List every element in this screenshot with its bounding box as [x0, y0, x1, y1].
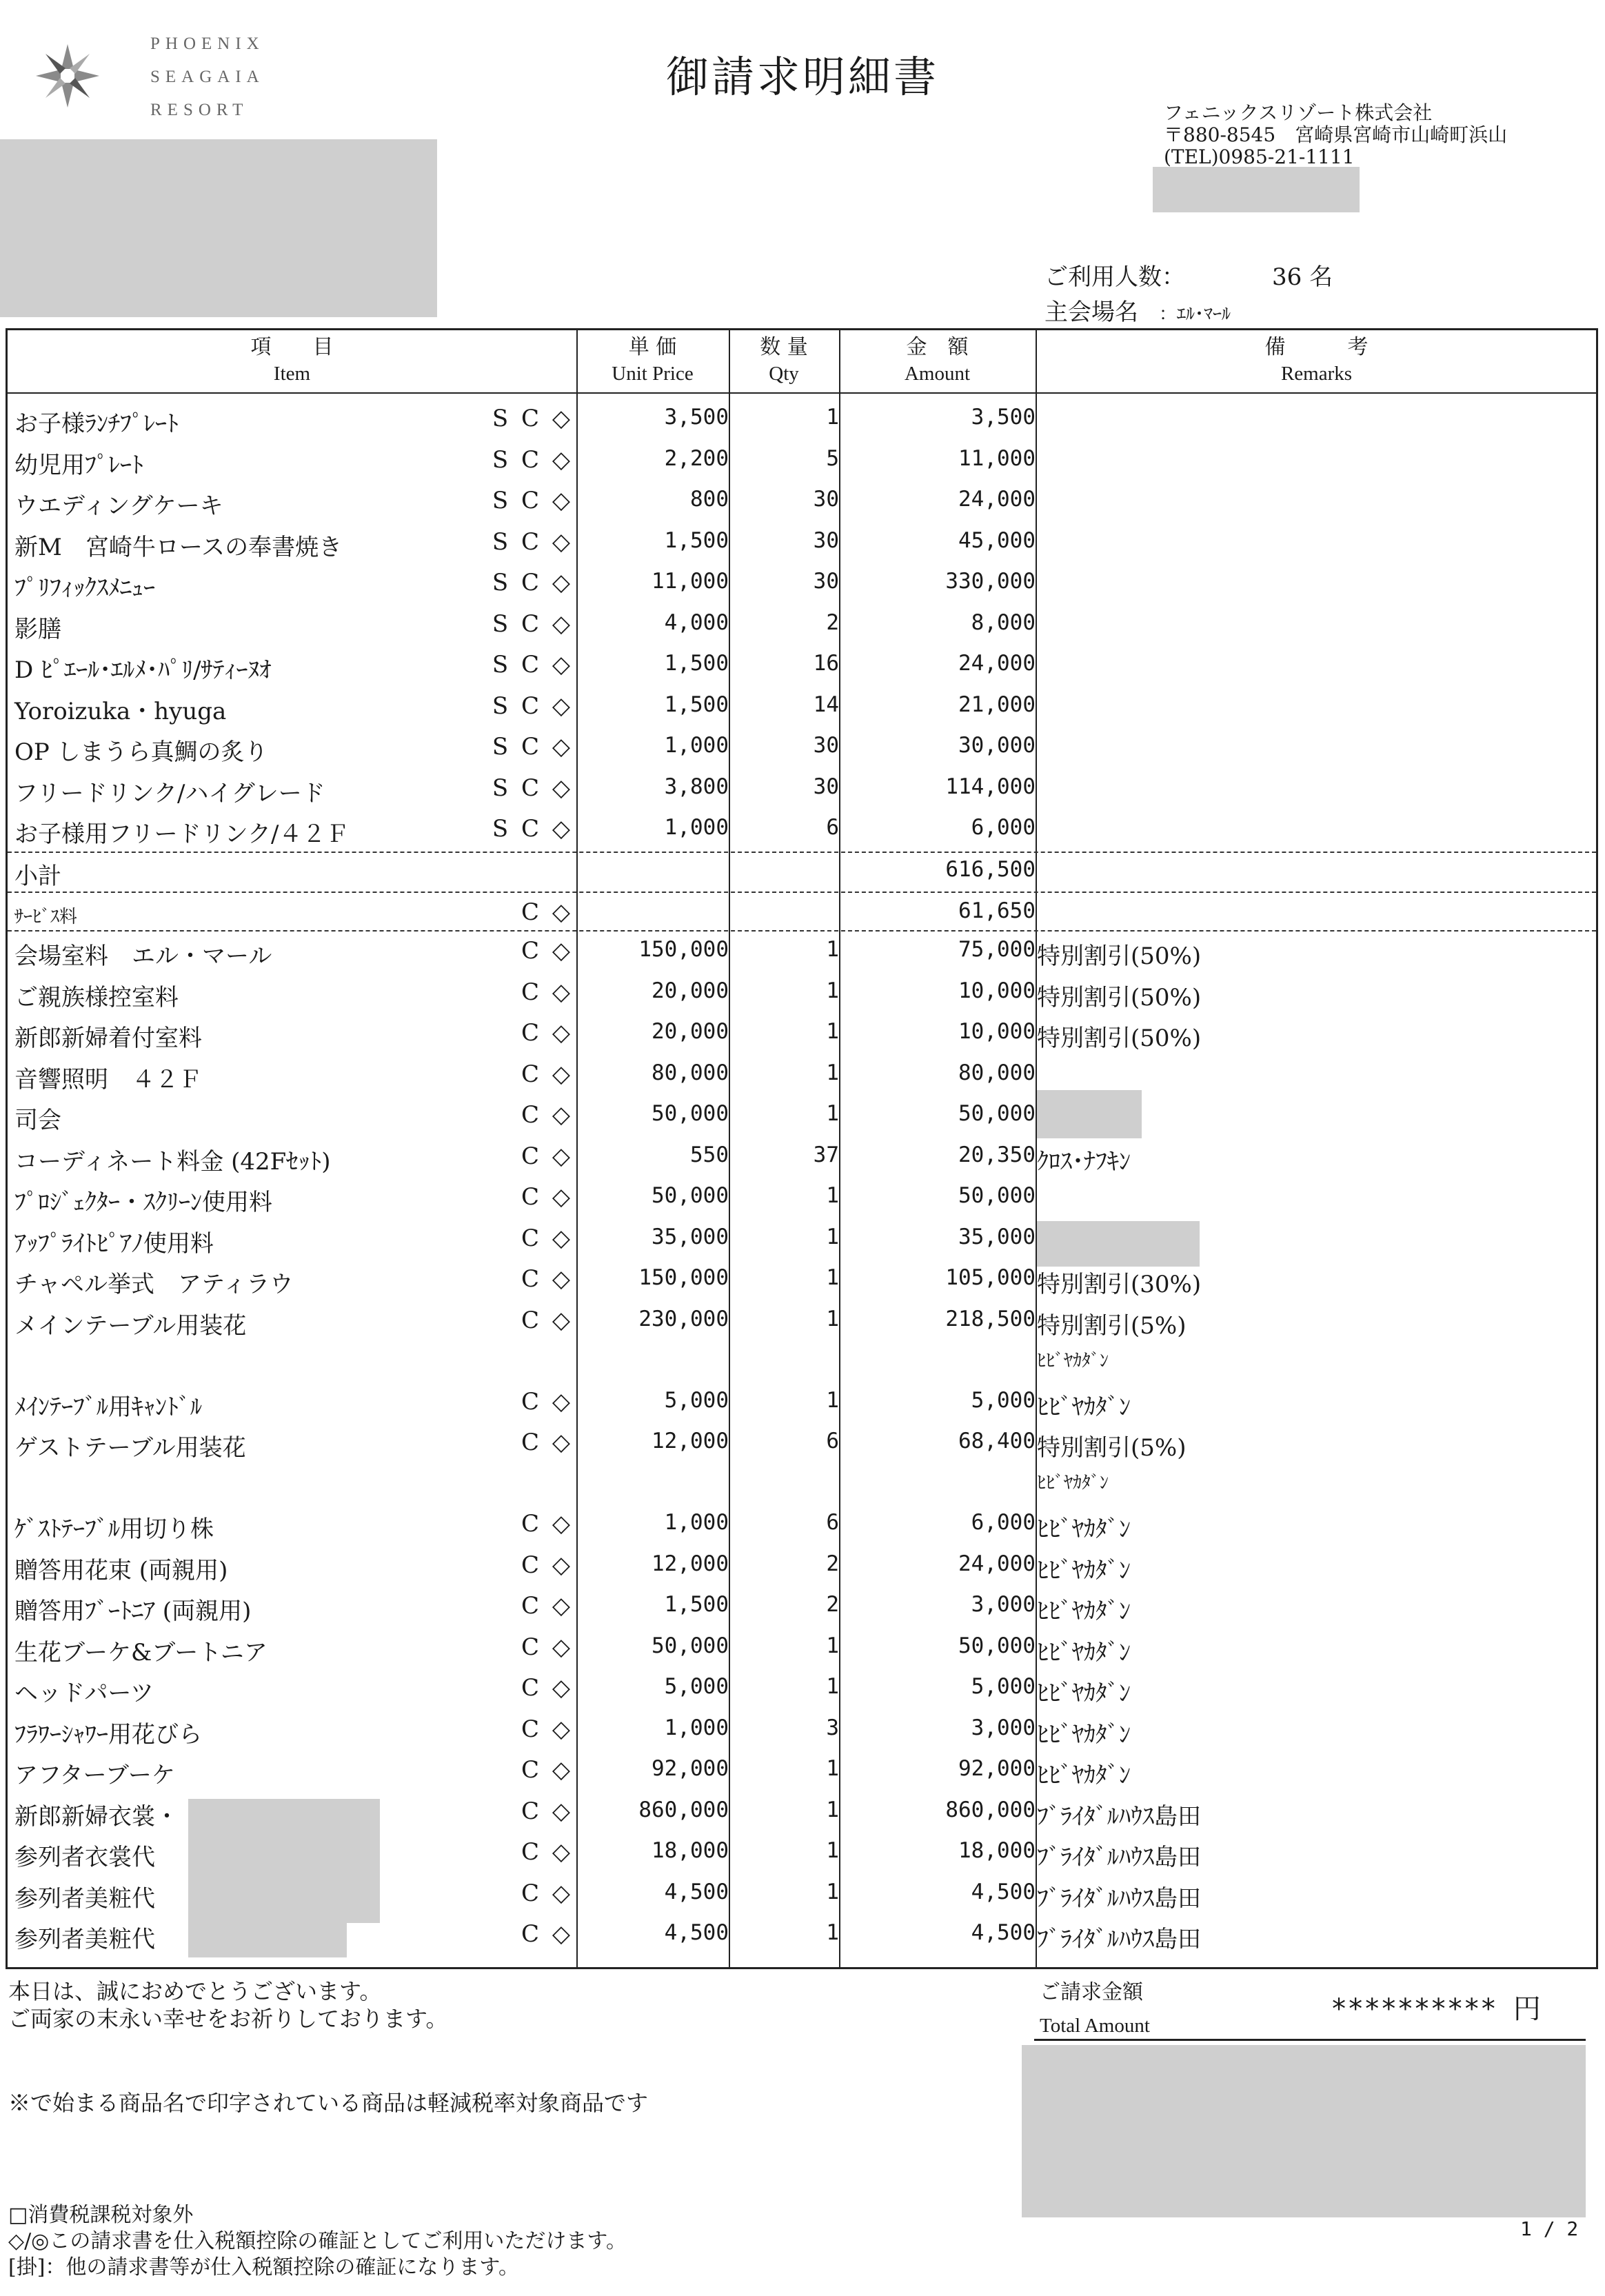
- tax-code: C ◇: [521, 1633, 573, 1661]
- unit-price: 1,000: [664, 1715, 729, 1740]
- item-name: ﾒｲﾝﾃｰﾌﾞﾙ用ｷｬﾝﾄﾞﾙ: [14, 1393, 202, 1421]
- company-address: 〒880-8545 宮崎県宮崎市山崎町浜山: [1164, 123, 1508, 146]
- item-name: コーディネート料金 (42Fｾｯﾄ): [14, 1147, 331, 1176]
- logo-line-resort: RESORT: [150, 101, 249, 119]
- header-item-en: Item: [273, 363, 311, 385]
- quantity: 1: [826, 1756, 839, 1781]
- unit-price: 150,000: [638, 1265, 729, 1290]
- quantity: 6: [826, 1510, 839, 1535]
- tax-code: C ◇: [521, 1224, 573, 1252]
- unit-price: 50,000: [652, 1101, 729, 1126]
- header-remarks-en: Remarks: [1280, 363, 1353, 385]
- quantity: 1: [826, 1060, 839, 1085]
- amount: 5,000: [971, 1674, 1036, 1699]
- table-row: [8, 399, 1596, 441]
- item-name: ヘッドパーツ: [14, 1680, 154, 1707]
- remarks: ﾌﾞﾗｲﾀﾞﾙﾊｳｽ島田: [1037, 1802, 1201, 1831]
- table-row: [8, 1587, 1596, 1628]
- item-name: D ﾋﾟｴｰﾙ･ｴﾙﾒ･ﾊﾟﾘ/ｻﾃｨｰﾇｵ: [14, 656, 272, 684]
- legend-line-1: □消費税課税対象外: [8, 2203, 194, 2227]
- table-row: [8, 1014, 1596, 1055]
- tax-code: C ◇: [521, 1838, 573, 1866]
- unit-price: 11,000: [652, 569, 729, 594]
- quantity: 2: [826, 610, 839, 635]
- quantity: 1: [826, 1183, 839, 1208]
- remarks: 特別割引(50%): [1037, 983, 1202, 1011]
- remarks: 特別割引(5%): [1037, 1311, 1187, 1340]
- header-remarks-jp: 備 考: [1264, 335, 1369, 359]
- subtotal-amount: 616,500: [945, 857, 1036, 882]
- quantity: 1: [826, 1838, 839, 1863]
- header-divider: [8, 392, 1596, 394]
- table-row: [8, 973, 1596, 1014]
- tax-code: C ◇: [521, 1101, 573, 1129]
- tax-code: C ◇: [521, 1060, 573, 1088]
- unit-price: 5,000: [664, 1674, 729, 1699]
- unit-price: 1,500: [664, 527, 729, 553]
- quantity: 16: [813, 651, 839, 676]
- company-info: [1164, 102, 1507, 168]
- amount: 24,000: [958, 487, 1036, 512]
- table-row: [8, 769, 1596, 810]
- amount: 80,000: [958, 1060, 1036, 1085]
- item-name: Yoroizuka・hyuga: [14, 697, 227, 725]
- tax-code: S C ◇: [492, 733, 573, 761]
- redacted-item-names: [188, 1923, 347, 1957]
- table-row: [8, 481, 1596, 523]
- remarks-second-line: ﾋﾋﾞﾔｶﾀﾞﾝ: [1037, 1350, 1109, 1371]
- quantity: 6: [826, 1429, 839, 1453]
- tax-code: S C ◇: [492, 651, 573, 678]
- item-name: 参列者衣裳代: [14, 1844, 155, 1871]
- item-name: アフターブーケ: [14, 1762, 175, 1789]
- subtotal-row: [8, 852, 1596, 893]
- tax-code: C ◇: [521, 1183, 573, 1211]
- item-name: 新郎新婦着付室料: [14, 1025, 202, 1052]
- item-name: 贈答用ﾌﾞｰﾄﾆｱ (両親用): [14, 1598, 252, 1625]
- item-name: ゲストテーブル用装花: [14, 1434, 246, 1462]
- amount: 92,000: [958, 1756, 1036, 1781]
- total-label-en: Total Amount: [1040, 2015, 1150, 2037]
- total-label-jp: ご請求金額: [1040, 1980, 1143, 2004]
- amount: 105,000: [945, 1265, 1036, 1290]
- tax-code: S C ◇: [492, 487, 573, 514]
- unit-price: 1,000: [664, 815, 729, 840]
- table-row: [8, 687, 1596, 728]
- unit-price: 5,000: [664, 1387, 729, 1413]
- quantity: 5: [826, 445, 839, 471]
- tax-code: C ◇: [521, 1715, 573, 1743]
- item-name: 音響照明 ４２Ｆ: [14, 1065, 202, 1094]
- tax-code: C ◇: [521, 978, 573, 1006]
- amount: 4,500: [971, 1879, 1036, 1904]
- unit-price: 2,200: [664, 445, 729, 471]
- header-amount-en: Amount: [904, 363, 971, 385]
- amount: 114,000: [945, 774, 1036, 799]
- amount: 8,000: [971, 610, 1036, 635]
- tax-code: S C ◇: [492, 445, 573, 474]
- item-name: ﾌﾗﾜｰｼｬﾜｰ用花びら: [14, 1720, 202, 1749]
- header-qty-jp: 数 量: [760, 335, 808, 359]
- document-title: 御請求明細書: [665, 52, 939, 102]
- item-name: 幼児用ﾌﾟﾚｰﾄ: [14, 451, 143, 479]
- table-row: [8, 563, 1596, 605]
- guest-count: [1044, 258, 1333, 292]
- quantity: 1: [826, 1101, 839, 1126]
- item-name: お子様ﾗﾝﾁﾌﾟﾚｰﾄ: [14, 410, 179, 438]
- item-name: ご親族様控室料: [14, 983, 179, 1011]
- redacted-stamp-area: [1022, 2045, 1586, 2217]
- quantity: 30: [813, 774, 839, 799]
- amount: 218,500: [945, 1306, 1036, 1331]
- service-amount: 61,650: [958, 898, 1036, 923]
- quantity: 1: [826, 1633, 839, 1658]
- amount: 24,000: [958, 651, 1036, 676]
- table-row: [8, 1137, 1596, 1178]
- item-name: 影膳: [14, 615, 61, 643]
- quantity: 30: [813, 733, 839, 758]
- tax-note: ※で始まる商品名で印字されている商品は軽減税率対象商品です: [8, 2090, 649, 2116]
- legend-line-3: [掛]：他の請求書等が仕入税額控除の確証になります。: [8, 2255, 520, 2279]
- unit-price: 20,000: [652, 1019, 729, 1044]
- amount: 50,000: [958, 1183, 1036, 1208]
- item-name: 参列者美粧代: [14, 1884, 155, 1913]
- tax-code: C ◇: [521, 1920, 573, 1948]
- quantity: 1: [826, 1265, 839, 1290]
- service-code: C ◇: [521, 898, 573, 926]
- quantity: 1: [826, 1387, 839, 1413]
- table-row: [8, 1219, 1596, 1260]
- greeting-line-1: 本日は、誠におめでとうございます。: [8, 1978, 382, 2004]
- quantity: 2: [826, 1551, 839, 1576]
- remarks: ﾋﾋﾞﾔｶﾀﾞﾝ: [1037, 1720, 1131, 1749]
- item-name: ウエディングケーキ: [14, 492, 223, 520]
- item-name: ﾌﾟﾘﾌｨｯｸｽﾒﾆｭｰ: [14, 574, 155, 602]
- item-name: 参列者美粧代: [14, 1926, 155, 1953]
- unit-price: 860,000: [638, 1797, 729, 1822]
- remarks: ﾋﾋﾞﾔｶﾀﾞﾝ: [1037, 1638, 1131, 1666]
- total-amount-label: [1040, 1976, 1150, 2042]
- guest-count-label: ご利用人数：: [1044, 263, 1185, 291]
- unit-price: 92,000: [652, 1756, 729, 1781]
- tax-code: C ◇: [521, 1142, 573, 1170]
- table-row: [8, 1546, 1596, 1587]
- logo-line-phoenix: PHOENIX: [150, 34, 265, 53]
- total-amount-value: ********** 円: [1331, 1993, 1541, 2025]
- unit-price: 1,500: [664, 1592, 729, 1617]
- unit-price: 80,000: [652, 1060, 729, 1085]
- unit-price: 4,000: [664, 610, 729, 635]
- tax-code: C ◇: [521, 937, 573, 965]
- table-row: [8, 1751, 1596, 1792]
- amount: 24,000: [958, 1551, 1036, 1576]
- quantity: 1: [826, 1879, 839, 1904]
- unit-price: 800: [690, 487, 729, 512]
- service-label: ｻｰﾋﾞｽ料: [14, 907, 78, 927]
- company-tel: (TEL)0985-21-1111: [1164, 145, 1355, 168]
- redacted-item-names: [188, 1799, 380, 1923]
- unit-price: 230,000: [638, 1306, 729, 1331]
- tax-code: C ◇: [521, 1387, 573, 1416]
- remarks: ﾋﾋﾞﾔｶﾀﾞﾝ: [1037, 1393, 1131, 1421]
- quantity: 1: [826, 1920, 839, 1945]
- unit-price: 18,000: [652, 1838, 729, 1863]
- table-row: [8, 1260, 1596, 1301]
- amount: 11,000: [958, 445, 1036, 471]
- unit-price: 1,500: [664, 692, 729, 717]
- quantity: 1: [826, 1674, 839, 1699]
- amount: 6,000: [971, 815, 1036, 840]
- table-row: [8, 523, 1596, 564]
- amount: 6,000: [971, 1510, 1036, 1535]
- table-row: [8, 727, 1596, 769]
- tax-code: C ◇: [521, 1429, 573, 1456]
- greeting-line-2: ご両家の末永い幸せをお祈りしております。: [8, 2006, 448, 2032]
- amount: 330,000: [945, 569, 1036, 594]
- quantity: 30: [813, 487, 839, 512]
- remarks: ﾌﾞﾗｲﾀﾞﾙﾊｳｽ島田: [1037, 1844, 1201, 1871]
- quantity: 6: [826, 815, 839, 840]
- quantity: 37: [813, 1142, 839, 1167]
- header-qty-en: Qty: [769, 363, 799, 385]
- quantity: 30: [813, 527, 839, 553]
- quantity: 30: [813, 569, 839, 594]
- amount: 10,000: [958, 978, 1036, 1003]
- quantity: 1: [826, 937, 839, 962]
- header-qty: [729, 330, 839, 392]
- table-row: [8, 1096, 1596, 1137]
- service-row: [8, 893, 1596, 934]
- tax-code: S C ◇: [492, 527, 573, 556]
- table-row: [8, 809, 1596, 851]
- remarks: ﾋﾋﾞﾔｶﾀﾞﾝ: [1037, 1762, 1131, 1789]
- quantity: 1: [826, 1019, 839, 1044]
- item-name: フリードリンク/ハイグレード: [14, 779, 325, 807]
- item-name: 生花ブーケ&ブートニア: [14, 1638, 268, 1666]
- unit-price: 12,000: [652, 1429, 729, 1453]
- unit-price: 1,000: [664, 1510, 729, 1535]
- greeting-message: [8, 1977, 447, 2033]
- amount: 3,000: [971, 1715, 1036, 1740]
- header-amount: [839, 330, 1036, 392]
- unit-price: 4,500: [664, 1879, 729, 1904]
- venue-label: 主会場名: [1044, 299, 1138, 326]
- quantity: 3: [826, 1715, 839, 1740]
- tax-code: C ◇: [521, 1551, 573, 1579]
- tax-code: S C ◇: [492, 774, 573, 802]
- unit-price: 1,000: [664, 733, 729, 758]
- tax-code: C ◇: [521, 1756, 573, 1784]
- amount: 3,000: [971, 1592, 1036, 1617]
- unit-price: 3,500: [664, 405, 729, 430]
- quantity: 1: [826, 1797, 839, 1822]
- total-underline: [1034, 2039, 1586, 2041]
- invoice-table: [6, 328, 1598, 1969]
- unit-price: 4,500: [664, 1920, 729, 1945]
- header-item-jp: 項 目: [250, 335, 334, 359]
- amount: 35,000: [958, 1224, 1036, 1249]
- logo-line-seagaia: SEAGAIA: [150, 68, 265, 86]
- quantity: 1: [826, 1306, 839, 1331]
- table-row: [8, 1669, 1596, 1710]
- table-row: [8, 1055, 1596, 1096]
- tax-code: S C ◇: [492, 569, 573, 596]
- header-item: [8, 330, 576, 392]
- amount: 860,000: [945, 1797, 1036, 1822]
- redacted-recipient: [0, 139, 437, 317]
- unit-price: 20,000: [652, 978, 729, 1003]
- tax-code: S C ◇: [492, 692, 573, 720]
- unit-price: 3,800: [664, 774, 729, 799]
- company-name: フェニックスリゾート株式会社: [1164, 101, 1433, 124]
- header-price: [576, 330, 729, 392]
- unit-price: 550: [690, 1142, 729, 1167]
- header-price-en: Unit Price: [612, 363, 694, 385]
- page-number: 1 / 2: [1520, 2217, 1579, 2240]
- header-remarks: [1036, 330, 1597, 392]
- remarks: ﾋﾋﾞﾔｶﾀﾞﾝ: [1037, 1598, 1131, 1625]
- legend-line-2: ◇/◎この請求書を仕入税額控除の確証としてご利用いただけます。: [8, 2229, 627, 2253]
- item-name: メインテーブル用装花: [14, 1311, 247, 1340]
- tax-code: C ◇: [521, 1879, 573, 1907]
- amount: 45,000: [958, 527, 1036, 553]
- item-name: ｱｯﾌﾟﾗｲﾄﾋﾟｱﾉ使用料: [14, 1229, 214, 1258]
- venue: [1044, 293, 1231, 327]
- unit-price: 12,000: [652, 1551, 729, 1576]
- unit-price: 1,500: [664, 651, 729, 676]
- amount: 50,000: [958, 1633, 1036, 1658]
- tax-code: C ◇: [521, 1674, 573, 1702]
- unit-price: 50,000: [652, 1633, 729, 1658]
- item-name: 会場室料 エル・マール: [14, 943, 272, 970]
- table-row: [8, 605, 1596, 646]
- item-name: 新M 宮崎牛ロースの奉書焼き: [14, 533, 343, 561]
- item-name: 新郎新婦衣裳・: [14, 1802, 179, 1831]
- amount: 18,000: [958, 1838, 1036, 1863]
- item-name: ｹﾞｽﾄﾃｰﾌﾞﾙ用切り株: [14, 1515, 214, 1543]
- unit-price: 150,000: [638, 937, 729, 962]
- tax-code: S C ◇: [492, 405, 573, 432]
- quantity: 14: [813, 692, 839, 717]
- redacted-company-info: [1153, 167, 1360, 212]
- table-row: [8, 1301, 1596, 1371]
- table-row: [8, 932, 1596, 973]
- remarks: 特別割引(50%): [1037, 943, 1202, 970]
- unit-price: 35,000: [652, 1224, 729, 1249]
- remarks: ﾋﾋﾞﾔｶﾀﾞﾝ: [1037, 1556, 1131, 1584]
- subtotal-label: 小計: [14, 863, 61, 890]
- tax-code: C ◇: [521, 1797, 573, 1825]
- amount: 30,000: [958, 733, 1036, 758]
- tax-code: S C ◇: [492, 610, 573, 638]
- item-name: 贈答用花束 (両親用): [14, 1556, 228, 1584]
- quantity: 1: [826, 405, 839, 430]
- item-name: チャペル挙式 アティラウ: [14, 1271, 294, 1298]
- tax-code: C ◇: [521, 1306, 573, 1334]
- guest-count-value: 36 名: [1272, 263, 1333, 291]
- tax-code: C ◇: [521, 1265, 573, 1293]
- remarks: 特別割引(5%): [1037, 1434, 1187, 1462]
- table-row: [8, 1710, 1596, 1751]
- tax-code: C ◇: [521, 1019, 573, 1047]
- remarks: 特別割引(50%): [1037, 1025, 1202, 1052]
- table-row: [8, 1423, 1596, 1493]
- remarks: ﾋﾋﾞﾔｶﾀﾞﾝ: [1037, 1515, 1131, 1543]
- tax-code: C ◇: [521, 1592, 573, 1620]
- redacted-remark: [1037, 1090, 1142, 1138]
- quantity: 1: [826, 978, 839, 1003]
- amount: 4,500: [971, 1920, 1036, 1945]
- tax-legend: [8, 2202, 627, 2281]
- tax-code: S C ◇: [492, 815, 573, 843]
- remarks-second-line: ﾋﾋﾞﾔｶﾀﾞﾝ: [1037, 1473, 1109, 1493]
- unit-price: 50,000: [652, 1183, 729, 1208]
- quantity: 1: [826, 1224, 839, 1249]
- remarks: ﾌﾞﾗｲﾀﾞﾙﾊｳｽ島田: [1037, 1884, 1201, 1913]
- redacted-remark: [1037, 1221, 1200, 1267]
- table-row: [8, 645, 1596, 687]
- header-price-jp: 単 価: [628, 335, 677, 359]
- remarks: ｸﾛｽ･ﾅﾌｷﾝ: [1037, 1147, 1131, 1176]
- amount: 21,000: [958, 692, 1036, 717]
- tax-code: C ◇: [521, 1510, 573, 1538]
- amount: 50,000: [958, 1101, 1036, 1126]
- item-name: ﾌﾟﾛｼﾞｪｸﾀｰ・ｽｸﾘｰﾝ使用料: [14, 1189, 272, 1216]
- table-row: [8, 441, 1596, 482]
- quantity: 2: [826, 1592, 839, 1617]
- amount: 75,000: [958, 937, 1036, 962]
- amount: 3,500: [971, 405, 1036, 430]
- item-name: OP しまうら真鯛の炙り: [14, 738, 268, 766]
- item-name: 司会: [14, 1107, 61, 1134]
- amount: 68,400: [958, 1429, 1036, 1453]
- remarks: 特別割引(30%): [1037, 1271, 1202, 1298]
- remarks: ﾋﾋﾞﾔｶﾀﾞﾝ: [1037, 1680, 1131, 1707]
- amount: 20,350: [958, 1142, 1036, 1167]
- table-row: [8, 1504, 1596, 1546]
- header-amount-jp: 金 額: [906, 335, 969, 359]
- table-row: [8, 1628, 1596, 1669]
- venue-value: ：ｴﾙ･ﾏｰﾙ: [1159, 304, 1231, 325]
- amount: 5,000: [971, 1387, 1036, 1413]
- table-row: [8, 1178, 1596, 1219]
- remarks: ﾌﾞﾗｲﾀﾞﾙﾊｳｽ島田: [1037, 1926, 1201, 1953]
- item-name: お子様用フリードリンク/４２Ｆ: [14, 820, 350, 848]
- amount: 10,000: [958, 1019, 1036, 1044]
- table-row: [8, 1382, 1596, 1424]
